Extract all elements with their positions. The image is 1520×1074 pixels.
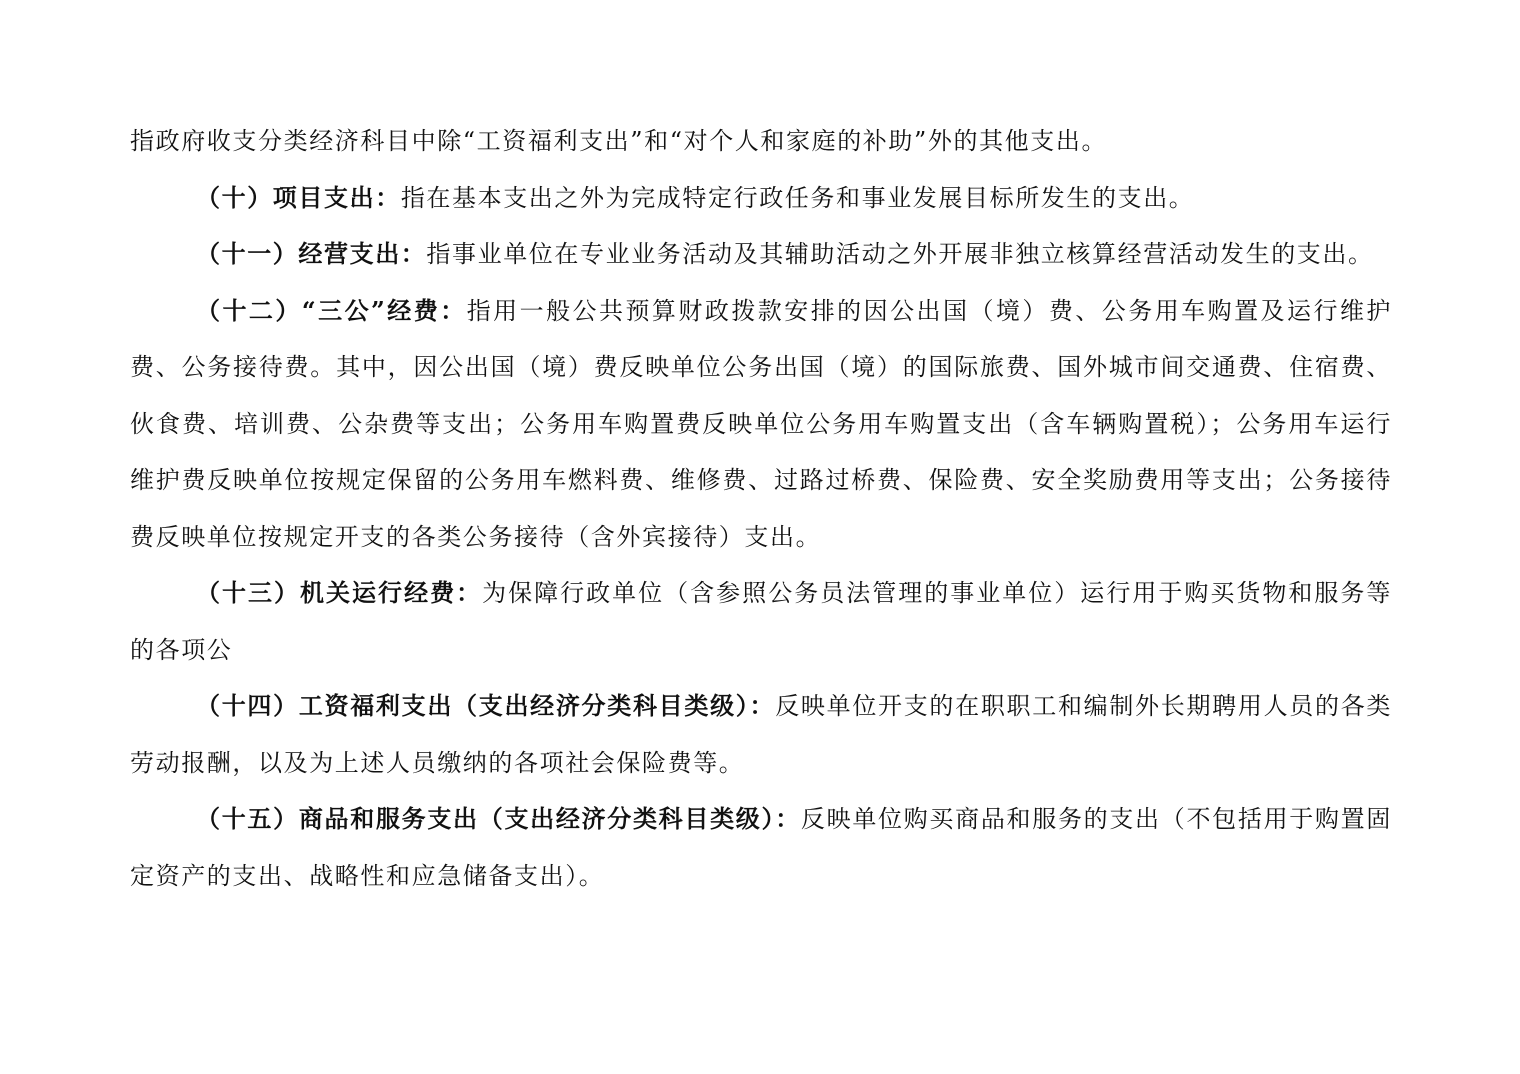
term-heading: （十）项目支出： xyxy=(196,182,401,212)
paragraph-text: 指事业单位在专业业务活动及其辅助活动之外开展非独立核算经营活动发生的支出。 xyxy=(426,240,1374,268)
paragraph-text: 为保障行政单位（含参照公务员法管理的事业单位）运行用于购买货物和服务等的各项公 xyxy=(130,579,1393,664)
paragraph-text: 指政府收支分类经济科目中除“工资福利支出”和“对个人和家庭的补助”外的其他支出。 xyxy=(130,127,1108,155)
paragraph-text: 反映单位开支的在职职工和编制外长期聘用人员的各类劳动报酬，以及为上述人员缴纳的各项社会保险费等。 xyxy=(130,692,1392,777)
document-page xyxy=(130,113,1392,904)
paragraph-text: 指在基本支出之外为完成特定行政任务和事业发展目标所发生的支出。 xyxy=(400,183,1195,212)
term-heading: （十二）“三公”经费： xyxy=(196,295,467,325)
paragraph-operating-expenditure xyxy=(130,226,1392,283)
paragraph-goods-services-expenditure xyxy=(130,791,1392,904)
term-heading: （十一）经营支出： xyxy=(196,239,427,268)
paragraph-text: 反映单位购买商品和服务的支出（不包括用于购置固定资产的支出、战略性和应急储备支出）。 xyxy=(130,805,1392,890)
paragraph-continuation xyxy=(130,113,1392,170)
paragraph-wage-welfare-expenditure xyxy=(130,678,1392,791)
paragraph-project-expenditure xyxy=(130,170,1392,227)
paragraph-agency-operating-funds xyxy=(130,565,1392,678)
paragraph-three-public-expenses xyxy=(130,283,1392,566)
term-heading: （十四）工资福利支出（支出经济分类科目类级）： xyxy=(196,691,776,720)
paragraph-text: 指用一般公共预算财政拨款安排的因公出国（境）费、公务用车购置及运行维护费、公务接待费。其中，因公出国（境）费反映单位公务出国（境）的国际旅费、国外城市间交通费、住宿费、伙食费、培训费、公杂费等支出；公务用车购置费反映单位公务用车购置支出（含车辆购置税）；公务用车运行维护费反映单位按规定保留的公务用车燃料费、维修费、过路过桥费、保险费、安全奖励费用等支出；公务接待费反映单位按规定开支的各类公务接待（含外宾接待）支出。 xyxy=(130,296,1393,551)
term-heading: （十三）机关运行经费： xyxy=(196,578,483,607)
term-heading: （十五）商品和服务支出（支出经济分类科目类级）： xyxy=(196,804,801,833)
